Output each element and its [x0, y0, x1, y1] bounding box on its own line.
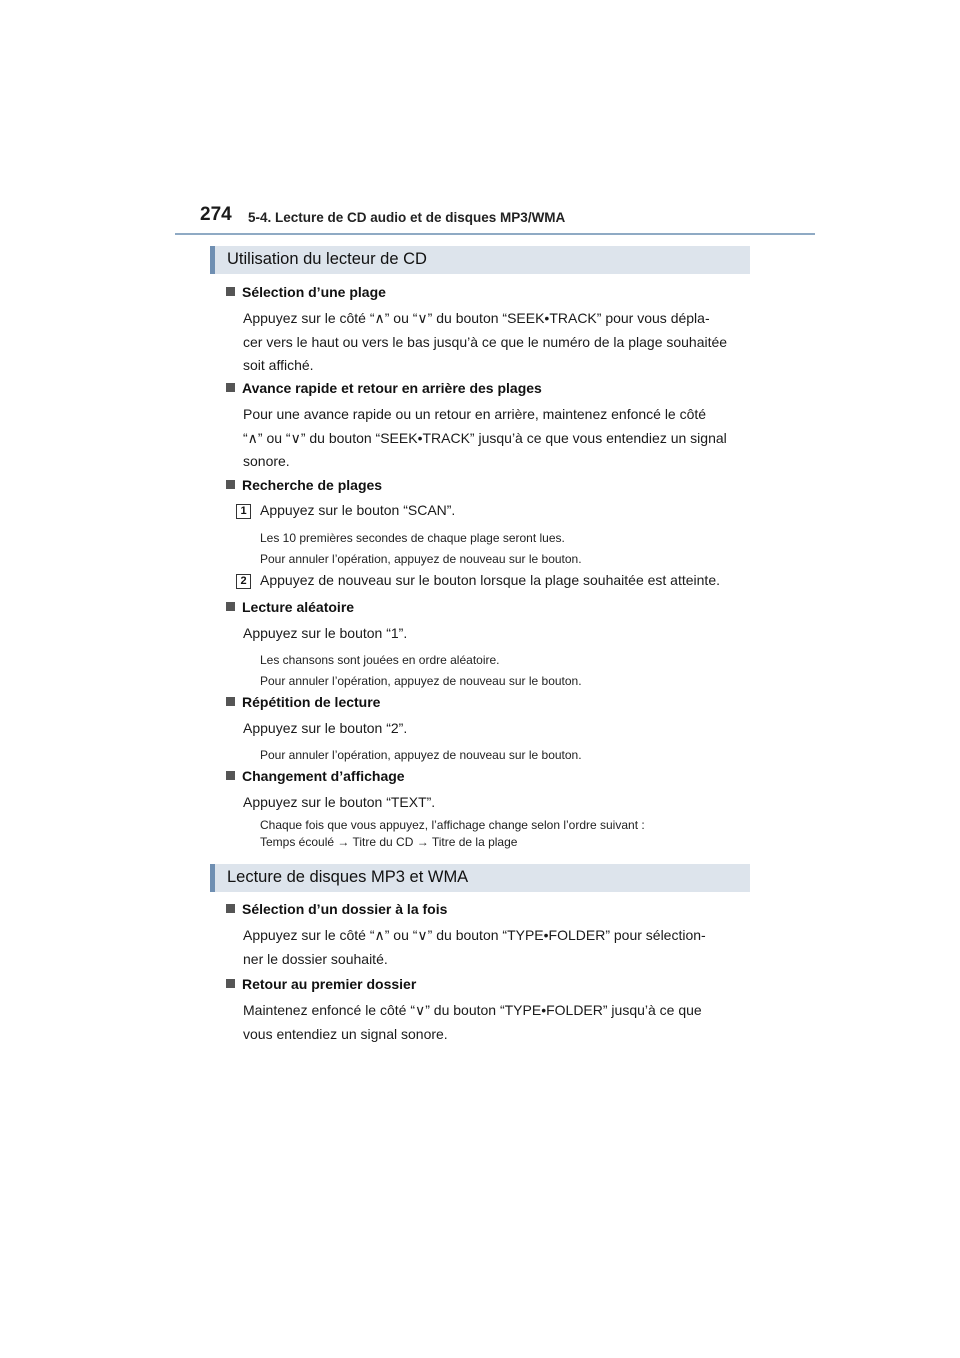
- header-divider: [175, 233, 815, 235]
- subheading-repeat-play: Répétition de lecture: [226, 694, 380, 710]
- note-display-change: Chaque fois que vous appuyez, l’affichage change selon l’ordre suivant : Temps écoulé → Titre du CD → Titre de la plage: [260, 818, 645, 849]
- step-1-text: Appuyez sur le bouton “SCAN”.: [260, 502, 456, 518]
- paragraph-track-selection: Appuyez sur le côté “∧” ou “∨” du bouton “SEEK•TRACK” pour vous dépla- cer vers le haut ou vers le bas jusqu’à ce que le numéro de la plage souhaitée soit affiché.: [243, 310, 728, 373]
- section-title: Utilisation du lecteur de CD: [227, 250, 427, 268]
- square-bullet-icon: [226, 979, 235, 988]
- square-bullet-icon: [226, 602, 235, 611]
- square-bullet-icon: [226, 287, 235, 296]
- subheading-first-folder: Retour au premier dossier: [226, 976, 416, 992]
- section-header-mp3-wma: [210, 864, 750, 892]
- step-2-text: Appuyez de nouveau sur le bouton lorsque la plage souhaitée est atteinte.: [260, 572, 720, 588]
- note-repeat-play: Pour annuler l’opération, appuyez de nouveau sur le bouton.: [260, 748, 582, 762]
- note-scan: Les 10 premières secondes de chaque plage seront lues. Pour annuler l’opération, appuyez de nouveau sur le bouton.: [260, 531, 582, 566]
- note-random-play: Les chansons sont jouées en ordre aléatoire. Pour annuler l’opération, appuyez de nouveau sur le bouton.: [260, 653, 582, 688]
- subheading-folder-selection: Sélection d’un dossier à la fois: [226, 901, 447, 917]
- square-bullet-icon: [226, 697, 235, 706]
- subheading-random-play: Lecture aléatoire: [226, 599, 354, 615]
- chapter-title: 5-4. Lecture de CD audio et de disques MP3/WMA: [248, 210, 566, 225]
- subheading-display-change: Changement d’affichage: [226, 768, 405, 784]
- square-bullet-icon: [226, 480, 235, 489]
- square-bullet-icon: [226, 904, 235, 913]
- paragraph-repeat-play: Appuyez sur le bouton “2”.: [243, 720, 408, 736]
- subheading-fast-forward: Avance rapide et retour en arrière des plages: [226, 380, 542, 396]
- section-title: Lecture de disques MP3 et WMA: [227, 868, 469, 886]
- square-bullet-icon: [226, 771, 235, 780]
- subheading-track-selection: Sélection d’une plage: [226, 284, 386, 300]
- paragraph-fast-forward: Pour une avance rapide ou un retour en arrière, maintenez enfoncé le côté “∧” ou “∨” du bouton “SEEK•TRACK” jusqu’à ce que vous entendiez un signal sonore.: [243, 406, 727, 469]
- page-header: [200, 204, 820, 234]
- paragraph-display-change: Appuyez sur le bouton “TEXT”.: [243, 794, 436, 810]
- paragraph-random-play: Appuyez sur le bouton “1”.: [243, 625, 408, 641]
- square-bullet-icon: [226, 383, 235, 392]
- step-number-1: 1: [236, 504, 251, 519]
- paragraph-first-folder: Maintenez enfoncé le côté “∨” du bouton “TYPE•FOLDER” jusqu’à ce que vous entendiez un signal sonore.: [243, 1002, 702, 1042]
- section-header-cd-player: [210, 246, 750, 274]
- paragraph-folder-selection: Appuyez sur le côté “∧” ou “∨” du bouton “TYPE•FOLDER” pour sélection- ner le dossier souhaité.: [243, 927, 706, 967]
- step-number-2: 2: [236, 574, 251, 589]
- page-number: 274: [200, 204, 232, 225]
- subheading-track-search: Recherche de plages: [226, 477, 382, 493]
